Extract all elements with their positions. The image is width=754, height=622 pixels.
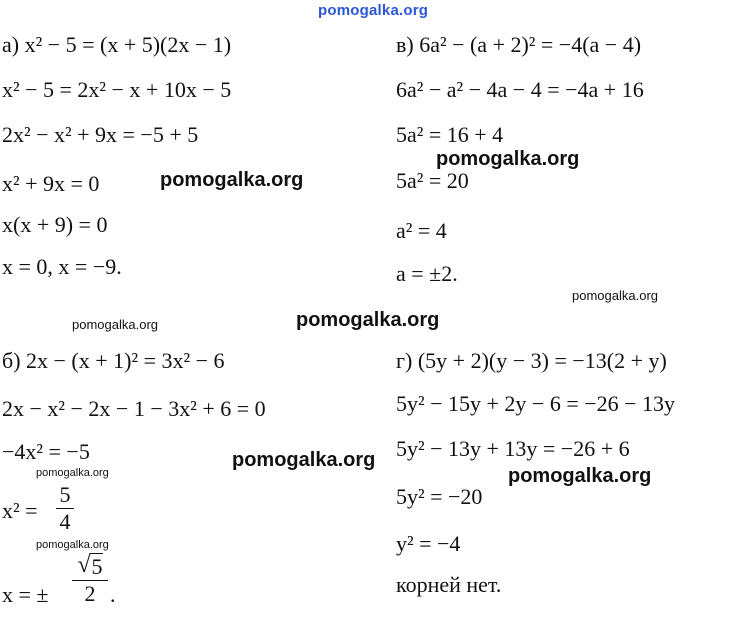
watermark: pomogalka.org	[160, 169, 304, 191]
equation-line: 5y² = −20	[396, 484, 483, 509]
watermark-top: pomogalka.org	[318, 2, 429, 19]
equation-line: 5y² − 13y + 13y = −26 + 6	[396, 436, 630, 461]
equation-line: x(x + 9) = 0	[2, 212, 108, 237]
watermark: pomogalka.org	[296, 309, 440, 331]
equation-line: г) (5y + 2)(y − 3) = −13(2 + y)	[396, 348, 667, 373]
equation-line: a² = 4	[396, 218, 447, 243]
radicand: 5	[91, 554, 103, 579]
equation-line: a = ±2.	[396, 261, 458, 286]
equation-line: 6a² − a² − 4a − 4 = −4a + 16	[396, 77, 644, 102]
fraction-suffix: .	[110, 582, 116, 607]
watermark: pomogalka.org	[36, 539, 109, 551]
fraction-numerator: 5	[59, 482, 71, 507]
equation-line: y² = −4	[396, 531, 461, 556]
fraction-denominator: 4	[59, 509, 71, 534]
fraction-numerator	[72, 552, 108, 579]
fraction	[56, 484, 74, 533]
equation-line: x = 0, x = −9.	[2, 254, 122, 279]
equation-line: корней нет.	[396, 572, 502, 597]
watermark: pomogalka.org	[72, 317, 158, 332]
radical-sign-icon: √	[77, 552, 91, 578]
watermark: pomogalka.org	[572, 288, 658, 303]
equation-line: 5y² − 15y + 2y − 6 = −26 − 13y	[396, 391, 676, 416]
fraction-prefix: x = ±	[2, 582, 49, 607]
equation-line: −4x² = −5	[2, 439, 90, 464]
watermark: pomogalka.org	[232, 449, 376, 471]
equation-line: 2x² − x² + 9x = −5 + 5	[2, 122, 199, 147]
equation-line: 5a² = 20	[396, 168, 469, 193]
square-root	[77, 552, 103, 579]
watermark: pomogalka.org	[36, 467, 109, 479]
watermark: pomogalka.org	[508, 465, 652, 487]
equation-line: 5a² = 16 + 4	[396, 122, 504, 147]
fraction	[72, 552, 108, 606]
watermark: pomogalka.org	[436, 148, 580, 170]
equation-line: x² + 9x = 0	[2, 171, 100, 196]
equation-line: б) 2x − (x + 1)² = 3x² − 6	[2, 348, 225, 373]
equation-line: а) x² − 5 = (x + 5)(2x − 1)	[2, 32, 232, 57]
equation-line: 2x − x² − 2x − 1 − 3x² + 6 = 0	[2, 396, 266, 421]
equation-line: в) 6a² − (a + 2)² = −4(a − 4)	[396, 32, 642, 57]
equation-line: x² − 5 = 2x² − x + 10x − 5	[2, 77, 232, 102]
fraction-prefix: x² =	[2, 498, 38, 523]
fraction-denominator: 2	[84, 581, 96, 606]
